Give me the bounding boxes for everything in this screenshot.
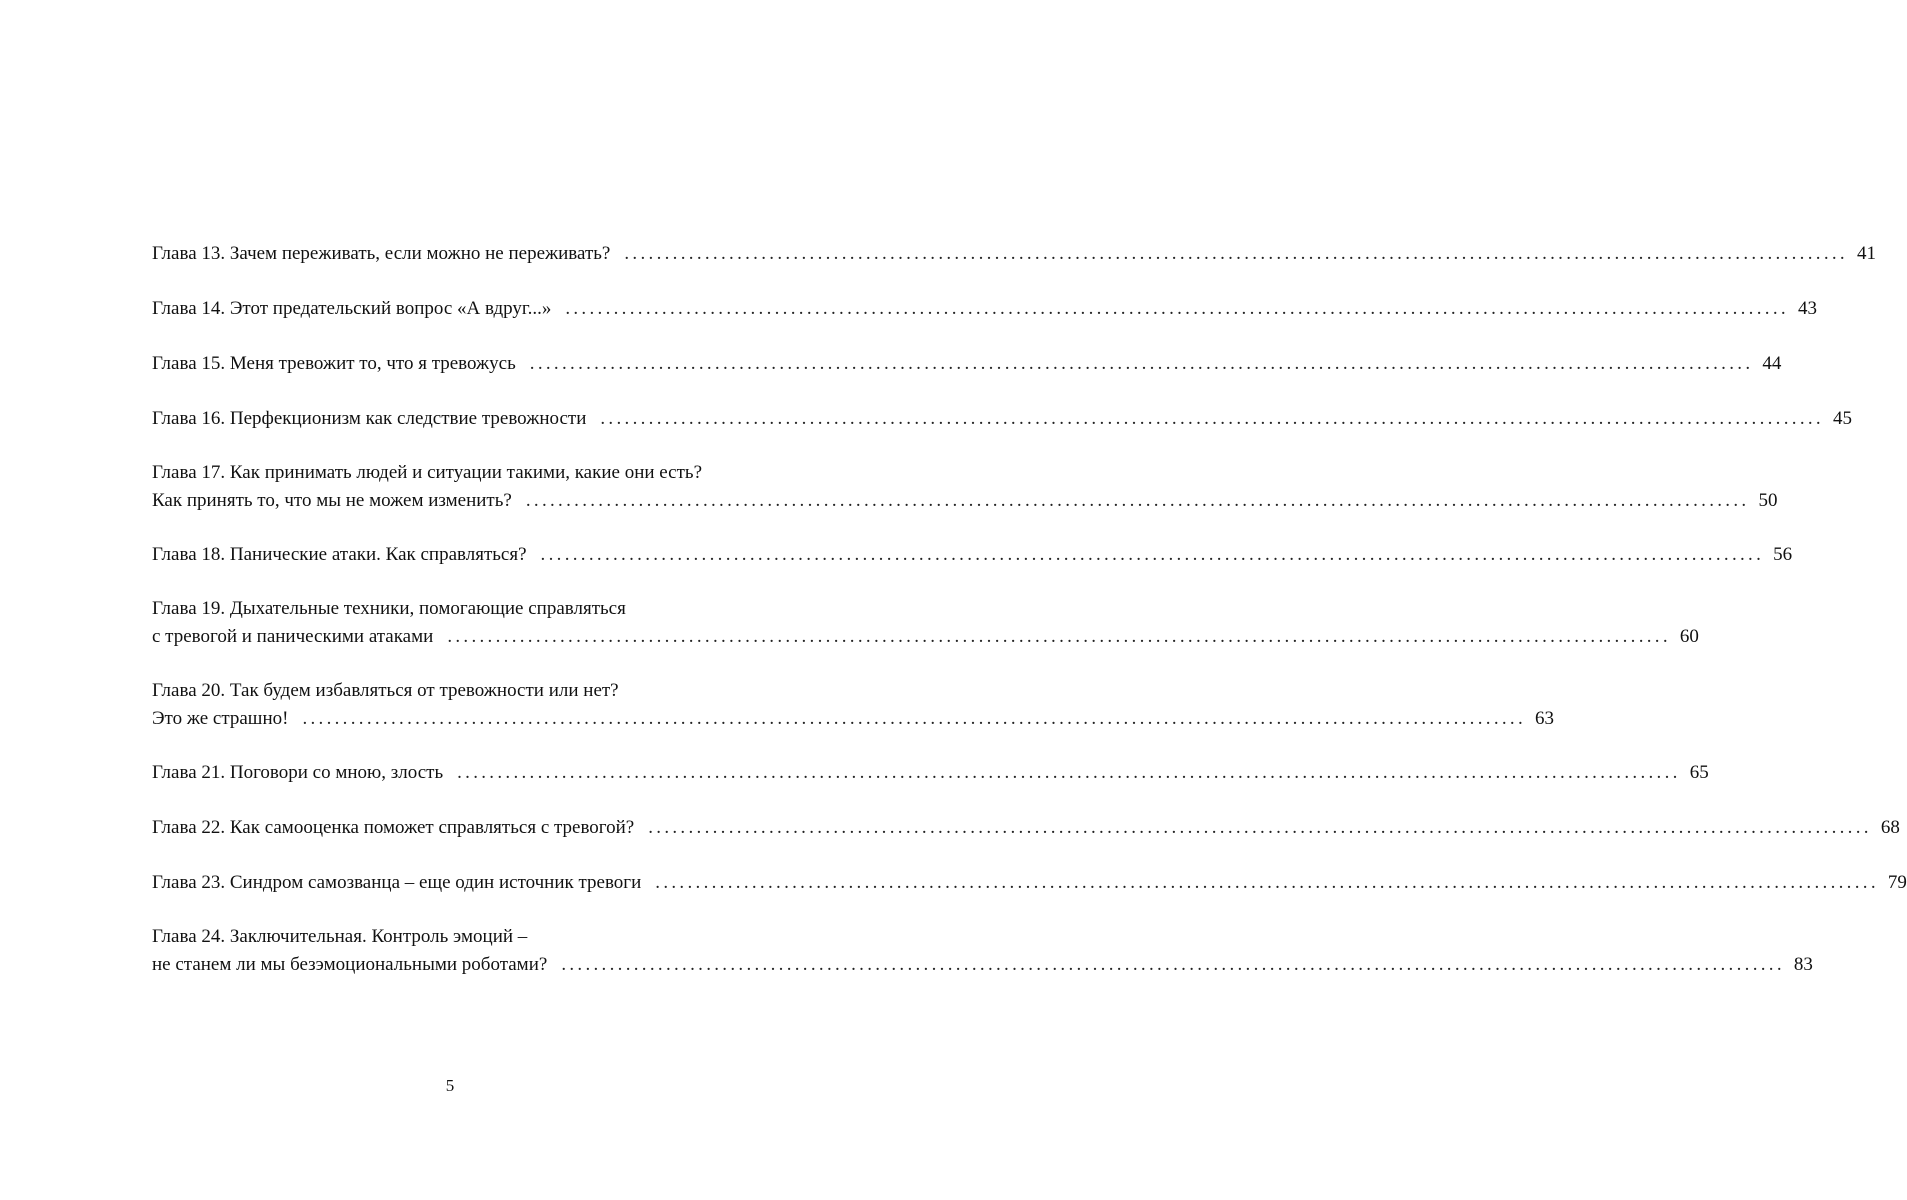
chapter-title: Глава 14. Этот предательский вопрос «А вдруг...» [152, 298, 552, 319]
toc-line [152, 350, 1782, 378]
chapter-page: 56 [1773, 544, 1793, 565]
chapter-title-first-line: Глава 24. Заключительная. Контроль эмоций – [152, 926, 528, 947]
toc-entry-16[interactable] [152, 405, 1852, 433]
dot-leader: ........................................................................................................................................................ [525, 490, 1750, 511]
chapter-title: Глава 13. Зачем переживать, если можно не переживать? [152, 243, 611, 264]
dot-leader: ........................................................................................................................................................ [624, 243, 1848, 264]
toc-line [152, 487, 1778, 515]
chapter-page: 43 [1797, 298, 1817, 319]
chapter-title-first-line: Глава 19. Дыхательные техники, помогающие справляться [152, 598, 626, 619]
chapter-title-first-line: Глава 17. Как принимать людей и ситуации такими, какие они есть? [152, 462, 703, 483]
chapter-title: Как принять то, что мы не можем изменить? [152, 490, 512, 511]
chapter-title: Это же страшно! [152, 708, 289, 729]
chapter-page: 65 [1689, 762, 1709, 783]
toc-line [152, 951, 1813, 979]
chapter-page: 79 [1887, 872, 1907, 893]
toc-entry-18[interactable] [152, 541, 1793, 569]
toc-line [152, 814, 1900, 842]
chapter-page: 60 [1679, 626, 1699, 647]
table-of-contents [152, 240, 1907, 979]
dot-leader: ........................................................................................................................................................ [561, 954, 1785, 975]
chapter-title: не станем ли мы безэмоциональными роботами? [152, 954, 548, 975]
chapter-title: Глава 22. Как самооценка поможет справляться с тревогой? [152, 817, 635, 838]
toc-line-first [152, 923, 766, 951]
toc-entry-24[interactable] [152, 923, 1813, 979]
chapter-page: 44 [1762, 353, 1782, 374]
toc-entry-15[interactable] [152, 350, 1782, 378]
toc-entry-14[interactable] [152, 295, 1817, 323]
dot-leader: ........................................................................................................................................................ [540, 544, 1765, 565]
dot-leader: ........................................................................................................................................................ [565, 298, 1789, 319]
page-number: 5 [445, 1076, 455, 1095]
chapter-page: 68 [1880, 817, 1900, 838]
chapter-title: Глава 18. Панические атаки. Как справляться? [152, 544, 527, 565]
toc-entry-19[interactable] [152, 595, 1699, 651]
toc-entry-23[interactable] [152, 869, 1907, 897]
chapter-page: 63 [1535, 708, 1555, 729]
toc-entry-22[interactable] [152, 814, 1900, 842]
dot-leader: ........................................................................................................................................................ [447, 626, 1671, 647]
toc-line [152, 295, 1817, 323]
toc-line [152, 869, 1907, 897]
chapter-page: 45 [1832, 408, 1852, 429]
toc-line [152, 240, 1876, 268]
toc-entry-21[interactable] [152, 759, 1709, 787]
chapter-title: Глава 21. Поговори со мною, злость [152, 762, 444, 783]
dot-leader: ........................................................................................................................................................ [302, 708, 1527, 729]
chapter-title: с тревогой и паническими атаками [152, 626, 434, 647]
toc-entry-13[interactable] [152, 240, 1876, 268]
chapter-page: 83 [1793, 954, 1813, 975]
chapter-title: Глава 23. Синдром самозванца – еще один источник тревоги [152, 872, 642, 893]
dot-leader: ........................................................................................................................................................ [648, 817, 1872, 838]
dot-leader: ........................................................................................................................................................ [529, 353, 1754, 374]
toc-line-first [152, 677, 766, 705]
dot-leader: ........................................................................................................................................................ [600, 408, 1824, 429]
toc-line [152, 623, 1699, 651]
toc-line-first [152, 595, 766, 623]
toc-line-first [152, 459, 766, 487]
toc-line [152, 541, 1793, 569]
chapter-page: 50 [1758, 490, 1778, 511]
dot-leader: ........................................................................................................................................................ [655, 872, 1879, 893]
chapter-title-first-line: Глава 20. Так будем избавляться от тревожности или нет? [152, 680, 619, 701]
toc-entry-20[interactable] [152, 677, 1555, 733]
toc-line [152, 705, 1555, 733]
chapter-page: 41 [1856, 243, 1876, 264]
chapter-title: Глава 15. Меня тревожит то, что я тревожусь [152, 353, 516, 374]
chapter-title: Глава 16. Перфекционизм как следствие тревожности [152, 408, 587, 429]
dot-leader: ........................................................................................................................................................ [457, 762, 1681, 783]
toc-entry-17[interactable] [152, 459, 1778, 515]
toc-line [152, 759, 1709, 787]
toc-line [152, 405, 1852, 433]
